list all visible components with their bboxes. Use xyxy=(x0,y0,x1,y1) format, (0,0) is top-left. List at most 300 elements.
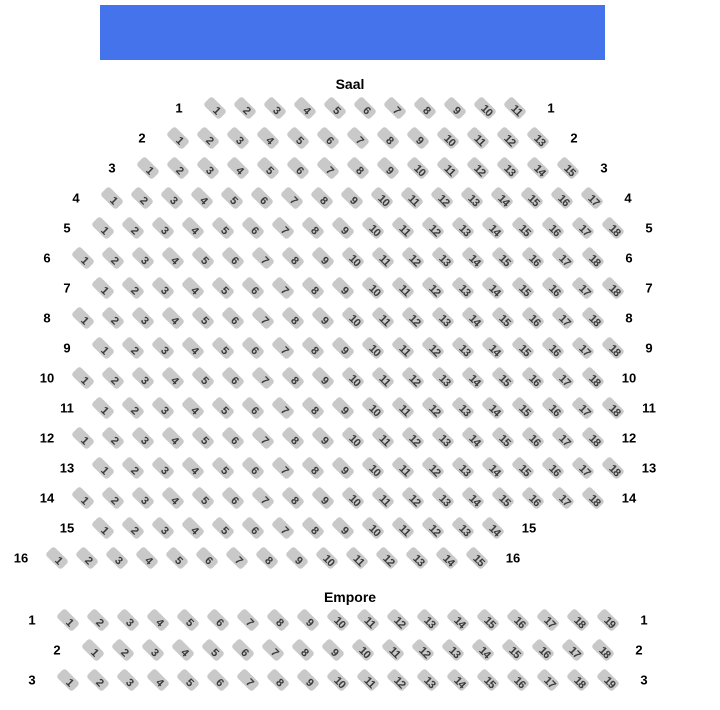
seat-saal-r5-s14[interactable] xyxy=(481,216,505,240)
seat-saal-r14-s9[interactable] xyxy=(311,486,335,510)
seat-saal-r10-s3[interactable] xyxy=(131,366,155,390)
seat-saal-r9-s11[interactable] xyxy=(391,336,415,360)
seat-saal-r8-s17[interactable] xyxy=(551,306,575,330)
seat-saal-r12-s8[interactable] xyxy=(281,426,305,450)
seat-saal-r2-s7[interactable] xyxy=(346,126,370,150)
seat-saal-r10-s11[interactable] xyxy=(371,366,395,390)
seat-saal-r13-s4[interactable] xyxy=(181,456,205,480)
seat-saal-r6-s11[interactable] xyxy=(371,246,395,270)
seat-saal-r13-s6[interactable] xyxy=(241,456,265,480)
seat-saal-r5-s10[interactable] xyxy=(361,216,385,240)
seat-saal-r12-s4[interactable] xyxy=(161,426,185,450)
seat-saal-r5-s9[interactable] xyxy=(331,216,355,240)
seat-saal-r7-s9[interactable] xyxy=(331,276,355,300)
seat-saal-r10-s1[interactable] xyxy=(71,366,95,390)
seat-saal-r11-s6[interactable] xyxy=(241,396,265,420)
seat-saal-r10-s15[interactable] xyxy=(491,366,515,390)
seat-empore-r2-s6[interactable] xyxy=(231,638,255,662)
seat-saal-r12-s2[interactable] xyxy=(101,426,125,450)
seat-saal-r5-s12[interactable] xyxy=(421,216,445,240)
seat-saal-r4-s15[interactable] xyxy=(520,186,544,210)
seat-saal-r12-s5[interactable] xyxy=(191,426,215,450)
seat-saal-r7-s7[interactable] xyxy=(271,276,295,300)
seat-saal-r15-s9[interactable] xyxy=(331,516,355,540)
seat-saal-r3-s3[interactable] xyxy=(196,156,220,180)
seat-saal-r5-s8[interactable] xyxy=(301,216,325,240)
seat-saal-r2-s11[interactable] xyxy=(466,126,490,150)
seat-saal-r4-s12[interactable] xyxy=(430,186,454,210)
seat-saal-r5-s13[interactable] xyxy=(451,216,475,240)
seat-saal-r3-s15[interactable] xyxy=(556,156,580,180)
seat-empore-r1-s10[interactable] xyxy=(326,608,350,632)
seat-saal-r2-s5[interactable] xyxy=(286,126,310,150)
seat-saal-r3-s14[interactable] xyxy=(526,156,550,180)
seat-saal-r14-s8[interactable] xyxy=(281,486,305,510)
seat-saal-r14-s15[interactable] xyxy=(491,486,515,510)
seat-saal-r2-s4[interactable] xyxy=(256,126,280,150)
seat-saal-r3-s2[interactable] xyxy=(166,156,190,180)
seat-saal-r3-s13[interactable] xyxy=(496,156,520,180)
seat-empore-r2-s7[interactable] xyxy=(261,638,285,662)
seat-empore-r1-s17[interactable] xyxy=(536,608,560,632)
seat-saal-r10-s2[interactable] xyxy=(101,366,125,390)
seat-saal-r5-s1[interactable] xyxy=(91,216,115,240)
seat-saal-r16-s8[interactable] xyxy=(255,546,279,570)
seat-saal-r16-s5[interactable] xyxy=(165,546,189,570)
seat-saal-r5-s3[interactable] xyxy=(151,216,175,240)
seat-saal-r16-s14[interactable] xyxy=(435,546,459,570)
seat-empore-r2-s8[interactable] xyxy=(291,638,315,662)
seat-empore-r1-s2[interactable] xyxy=(86,608,110,632)
seat-saal-r11-s4[interactable] xyxy=(181,396,205,420)
seat-saal-r16-s6[interactable] xyxy=(195,546,219,570)
seat-saal-r13-s3[interactable] xyxy=(151,456,175,480)
seat-saal-r12-s6[interactable] xyxy=(221,426,245,450)
seat-saal-r16-s4[interactable] xyxy=(135,546,159,570)
seat-saal-r9-s6[interactable] xyxy=(241,336,265,360)
seat-saal-r14-s10[interactable] xyxy=(341,486,365,510)
seat-empore-r3-s16[interactable] xyxy=(506,668,530,692)
seat-saal-r7-s2[interactable] xyxy=(121,276,145,300)
seat-empore-r1-s3[interactable] xyxy=(116,608,140,632)
seat-saal-r9-s7[interactable] xyxy=(271,336,295,360)
seat-saal-r13-s14[interactable] xyxy=(481,456,505,480)
seat-saal-r11-s15[interactable] xyxy=(511,396,535,420)
seat-saal-r6-s18[interactable] xyxy=(581,246,605,270)
seat-saal-r13-s9[interactable] xyxy=(331,456,355,480)
seat-saal-r5-s16[interactable] xyxy=(541,216,565,240)
seat-saal-r4-s13[interactable] xyxy=(460,186,484,210)
seat-empore-r3-s4[interactable] xyxy=(146,668,170,692)
seat-saal-r7-s5[interactable] xyxy=(211,276,235,300)
seat-saal-r9-s17[interactable] xyxy=(571,336,595,360)
seat-saal-r5-s2[interactable] xyxy=(121,216,145,240)
seat-saal-r8-s16[interactable] xyxy=(521,306,545,330)
seat-saal-r13-s16[interactable] xyxy=(541,456,565,480)
seat-empore-r2-s4[interactable] xyxy=(171,638,195,662)
seat-empore-r1-s18[interactable] xyxy=(566,608,590,632)
seat-saal-r16-s13[interactable] xyxy=(405,546,429,570)
seat-saal-r8-s3[interactable] xyxy=(131,306,155,330)
seat-saal-r2-s9[interactable] xyxy=(406,126,430,150)
seat-saal-r10-s9[interactable] xyxy=(311,366,335,390)
seat-saal-r8-s2[interactable] xyxy=(101,306,125,330)
seat-saal-r15-s12[interactable] xyxy=(421,516,445,540)
seat-saal-r13-s10[interactable] xyxy=(361,456,385,480)
seat-empore-r2-s1[interactable] xyxy=(81,638,105,662)
seat-saal-r16-s9[interactable] xyxy=(285,546,309,570)
seat-saal-r3-s9[interactable] xyxy=(376,156,400,180)
seat-saal-r8-s6[interactable] xyxy=(221,306,245,330)
seat-empore-r2-s16[interactable] xyxy=(531,638,555,662)
seat-empore-r3-s13[interactable] xyxy=(416,668,440,692)
seat-empore-r3-s17[interactable] xyxy=(536,668,560,692)
seat-saal-r14-s14[interactable] xyxy=(461,486,485,510)
seat-empore-r2-s15[interactable] xyxy=(501,638,525,662)
seat-saal-r4-s2[interactable] xyxy=(130,186,154,210)
seat-saal-r11-s3[interactable] xyxy=(151,396,175,420)
seat-saal-r1-s8[interactable] xyxy=(413,96,437,120)
seat-saal-r14-s11[interactable] xyxy=(371,486,395,510)
seat-saal-r7-s13[interactable] xyxy=(451,276,475,300)
seat-saal-r1-s4[interactable] xyxy=(293,96,317,120)
seat-saal-r10-s7[interactable] xyxy=(251,366,275,390)
seat-saal-r13-s17[interactable] xyxy=(571,456,595,480)
seat-saal-r15-s14[interactable] xyxy=(481,516,505,540)
seat-saal-r13-s8[interactable] xyxy=(301,456,325,480)
seat-saal-r11-s5[interactable] xyxy=(211,396,235,420)
seat-saal-r11-s12[interactable] xyxy=(421,396,445,420)
seat-saal-r9-s18[interactable] xyxy=(601,336,625,360)
seat-saal-r12-s10[interactable] xyxy=(341,426,365,450)
seat-saal-r14-s5[interactable] xyxy=(191,486,215,510)
seat-empore-r1-s19[interactable] xyxy=(596,608,620,632)
seat-saal-r8-s7[interactable] xyxy=(251,306,275,330)
seat-saal-r9-s8[interactable] xyxy=(301,336,325,360)
seat-saal-r12-s7[interactable] xyxy=(251,426,275,450)
seat-saal-r5-s5[interactable] xyxy=(211,216,235,240)
seat-saal-r12-s17[interactable] xyxy=(551,426,575,450)
seat-saal-r6-s8[interactable] xyxy=(281,246,305,270)
seat-saal-r11-s10[interactable] xyxy=(361,396,385,420)
seat-saal-r4-s14[interactable] xyxy=(490,186,514,210)
seat-saal-r14-s16[interactable] xyxy=(521,486,545,510)
seat-empore-r3-s2[interactable] xyxy=(86,668,110,692)
seat-saal-r3-s1[interactable] xyxy=(136,156,160,180)
seat-saal-r1-s7[interactable] xyxy=(383,96,407,120)
seat-empore-r2-s13[interactable] xyxy=(441,638,465,662)
seat-saal-r1-s3[interactable] xyxy=(263,96,287,120)
seat-empore-r1-s16[interactable] xyxy=(506,608,530,632)
seat-saal-r13-s5[interactable] xyxy=(211,456,235,480)
seat-empore-r3-s1[interactable] xyxy=(56,668,80,692)
seat-saal-r8-s4[interactable] xyxy=(161,306,185,330)
seat-saal-r5-s11[interactable] xyxy=(391,216,415,240)
seat-saal-r15-s13[interactable] xyxy=(451,516,475,540)
seat-saal-r8-s12[interactable] xyxy=(401,306,425,330)
seat-saal-r4-s8[interactable] xyxy=(310,186,334,210)
seat-empore-r2-s17[interactable] xyxy=(561,638,585,662)
seat-empore-r3-s6[interactable] xyxy=(206,668,230,692)
seat-saal-r10-s6[interactable] xyxy=(221,366,245,390)
seat-saal-r11-s7[interactable] xyxy=(271,396,295,420)
seat-saal-r5-s17[interactable] xyxy=(571,216,595,240)
seat-saal-r14-s6[interactable] xyxy=(221,486,245,510)
seat-saal-r6-s6[interactable] xyxy=(221,246,245,270)
seat-saal-r2-s6[interactable] xyxy=(316,126,340,150)
seat-empore-r2-s12[interactable] xyxy=(411,638,435,662)
seat-saal-r16-s15[interactable] xyxy=(465,546,489,570)
seat-empore-r3-s7[interactable] xyxy=(236,668,260,692)
seat-saal-r11-s11[interactable] xyxy=(391,396,415,420)
seat-saal-r7-s4[interactable] xyxy=(181,276,205,300)
seat-empore-r3-s15[interactable] xyxy=(476,668,500,692)
seat-saal-r4-s9[interactable] xyxy=(340,186,364,210)
seat-saal-r8-s11[interactable] xyxy=(371,306,395,330)
seat-saal-r7-s8[interactable] xyxy=(301,276,325,300)
seat-saal-r6-s1[interactable] xyxy=(71,246,95,270)
seat-saal-r9-s14[interactable] xyxy=(481,336,505,360)
seat-saal-r2-s12[interactable] xyxy=(496,126,520,150)
seat-saal-r10-s18[interactable] xyxy=(581,366,605,390)
seat-saal-r10-s5[interactable] xyxy=(191,366,215,390)
seat-saal-r8-s8[interactable] xyxy=(281,306,305,330)
seat-saal-r15-s7[interactable] xyxy=(271,516,295,540)
seat-saal-r4-s4[interactable] xyxy=(190,186,214,210)
seat-saal-r10-s4[interactable] xyxy=(161,366,185,390)
seat-empore-r2-s14[interactable] xyxy=(471,638,495,662)
seat-saal-r3-s4[interactable] xyxy=(226,156,250,180)
seat-saal-r4-s1[interactable] xyxy=(100,186,124,210)
seat-empore-r1-s6[interactable] xyxy=(206,608,230,632)
seat-empore-r1-s7[interactable] xyxy=(236,608,260,632)
seat-empore-r1-s8[interactable] xyxy=(266,608,290,632)
seat-saal-r7-s1[interactable] xyxy=(91,276,115,300)
seat-saal-r9-s3[interactable] xyxy=(151,336,175,360)
seat-saal-r7-s11[interactable] xyxy=(391,276,415,300)
seat-saal-r2-s2[interactable] xyxy=(196,126,220,150)
seat-saal-r9-s16[interactable] xyxy=(541,336,565,360)
seat-saal-r6-s9[interactable] xyxy=(311,246,335,270)
seat-saal-r8-s5[interactable] xyxy=(191,306,215,330)
seat-saal-r5-s7[interactable] xyxy=(271,216,295,240)
seat-saal-r3-s6[interactable] xyxy=(286,156,310,180)
seat-saal-r4-s17[interactable] xyxy=(580,186,604,210)
seat-saal-r14-s12[interactable] xyxy=(401,486,425,510)
seat-saal-r11-s2[interactable] xyxy=(121,396,145,420)
seat-saal-r15-s2[interactable] xyxy=(121,516,145,540)
seat-saal-r13-s15[interactable] xyxy=(511,456,535,480)
seat-saal-r2-s1[interactable] xyxy=(166,126,190,150)
seat-saal-r1-s9[interactable] xyxy=(443,96,467,120)
seat-saal-r15-s8[interactable] xyxy=(301,516,325,540)
seat-saal-r15-s6[interactable] xyxy=(241,516,265,540)
seat-empore-r3-s10[interactable] xyxy=(326,668,350,692)
seat-saal-r2-s8[interactable] xyxy=(376,126,400,150)
seat-saal-r11-s16[interactable] xyxy=(541,396,565,420)
seat-empore-r3-s12[interactable] xyxy=(386,668,410,692)
seat-saal-r12-s18[interactable] xyxy=(581,426,605,450)
seat-saal-r16-s2[interactable] xyxy=(75,546,99,570)
seat-saal-r7-s16[interactable] xyxy=(541,276,565,300)
seat-saal-r1-s1[interactable] xyxy=(203,96,227,120)
seat-saal-r8-s14[interactable] xyxy=(461,306,485,330)
seat-saal-r1-s11[interactable] xyxy=(503,96,527,120)
seat-saal-r11-s14[interactable] xyxy=(481,396,505,420)
seat-saal-r4-s10[interactable] xyxy=(370,186,394,210)
seat-saal-r6-s2[interactable] xyxy=(101,246,125,270)
seat-saal-r6-s4[interactable] xyxy=(161,246,185,270)
seat-saal-r8-s15[interactable] xyxy=(491,306,515,330)
seat-saal-r2-s3[interactable] xyxy=(226,126,250,150)
seat-saal-r4-s6[interactable] xyxy=(250,186,274,210)
seat-saal-r9-s1[interactable] xyxy=(91,336,115,360)
seat-saal-r3-s11[interactable] xyxy=(436,156,460,180)
seat-saal-r14-s13[interactable] xyxy=(431,486,455,510)
seat-saal-r14-s17[interactable] xyxy=(551,486,575,510)
seat-saal-r6-s12[interactable] xyxy=(401,246,425,270)
seat-saal-r2-s10[interactable] xyxy=(436,126,460,150)
seat-empore-r1-s1[interactable] xyxy=(56,608,80,632)
seat-saal-r7-s3[interactable] xyxy=(151,276,175,300)
seat-saal-r10-s8[interactable] xyxy=(281,366,305,390)
seat-saal-r4-s11[interactable] xyxy=(400,186,424,210)
seat-saal-r13-s13[interactable] xyxy=(451,456,475,480)
seat-saal-r12-s15[interactable] xyxy=(491,426,515,450)
seat-saal-r13-s7[interactable] xyxy=(271,456,295,480)
seat-saal-r5-s4[interactable] xyxy=(181,216,205,240)
seat-saal-r1-s10[interactable] xyxy=(473,96,497,120)
seat-empore-r2-s2[interactable] xyxy=(111,638,135,662)
seat-empore-r1-s12[interactable] xyxy=(386,608,410,632)
seat-saal-r6-s17[interactable] xyxy=(551,246,575,270)
seat-saal-r10-s16[interactable] xyxy=(521,366,545,390)
seat-saal-r12-s1[interactable] xyxy=(71,426,95,450)
seat-empore-r3-s18[interactable] xyxy=(566,668,590,692)
seat-empore-r1-s5[interactable] xyxy=(176,608,200,632)
seat-empore-r3-s8[interactable] xyxy=(266,668,290,692)
seat-saal-r14-s3[interactable] xyxy=(131,486,155,510)
seat-saal-r1-s6[interactable] xyxy=(353,96,377,120)
seat-saal-r7-s18[interactable] xyxy=(601,276,625,300)
seat-saal-r6-s13[interactable] xyxy=(431,246,455,270)
seat-saal-r13-s1[interactable] xyxy=(91,456,115,480)
seat-empore-r2-s10[interactable] xyxy=(351,638,375,662)
seat-empore-r2-s3[interactable] xyxy=(141,638,165,662)
seat-saal-r14-s1[interactable] xyxy=(71,486,95,510)
seat-saal-r12-s11[interactable] xyxy=(371,426,395,450)
seat-saal-r7-s15[interactable] xyxy=(511,276,535,300)
seat-saal-r1-s5[interactable] xyxy=(323,96,347,120)
seat-empore-r1-s4[interactable] xyxy=(146,608,170,632)
seat-saal-r14-s2[interactable] xyxy=(101,486,125,510)
seat-saal-r16-s12[interactable] xyxy=(375,546,399,570)
seat-saal-r6-s16[interactable] xyxy=(521,246,545,270)
seat-saal-r16-s7[interactable] xyxy=(225,546,249,570)
seat-empore-r3-s9[interactable] xyxy=(296,668,320,692)
seat-saal-r15-s3[interactable] xyxy=(151,516,175,540)
seat-saal-r11-s13[interactable] xyxy=(451,396,475,420)
seat-saal-r9-s12[interactable] xyxy=(421,336,445,360)
seat-empore-r3-s11[interactable] xyxy=(356,668,380,692)
seat-empore-r3-s5[interactable] xyxy=(176,668,200,692)
seat-saal-r16-s3[interactable] xyxy=(105,546,129,570)
seat-saal-r5-s15[interactable] xyxy=(511,216,535,240)
seat-empore-r1-s11[interactable] xyxy=(356,608,380,632)
seat-saal-r13-s12[interactable] xyxy=(421,456,445,480)
seat-saal-r4-s7[interactable] xyxy=(280,186,304,210)
seat-saal-r12-s13[interactable] xyxy=(431,426,455,450)
seat-saal-r8-s13[interactable] xyxy=(431,306,455,330)
seat-saal-r9-s5[interactable] xyxy=(211,336,235,360)
seat-saal-r4-s5[interactable] xyxy=(220,186,244,210)
seat-saal-r16-s11[interactable] xyxy=(345,546,369,570)
seat-saal-r6-s7[interactable] xyxy=(251,246,275,270)
seat-saal-r7-s10[interactable] xyxy=(361,276,385,300)
seat-empore-r1-s14[interactable] xyxy=(446,608,470,632)
seat-empore-r2-s9[interactable] xyxy=(321,638,345,662)
seat-empore-r3-s3[interactable] xyxy=(116,668,140,692)
seat-empore-r1-s15[interactable] xyxy=(476,608,500,632)
seat-saal-r9-s2[interactable] xyxy=(121,336,145,360)
seat-saal-r8-s1[interactable] xyxy=(71,306,95,330)
seat-saal-r6-s5[interactable] xyxy=(191,246,215,270)
seat-saal-r4-s3[interactable] xyxy=(160,186,184,210)
seat-saal-r13-s11[interactable] xyxy=(391,456,415,480)
seat-saal-r12-s16[interactable] xyxy=(521,426,545,450)
seat-saal-r13-s18[interactable] xyxy=(601,456,625,480)
seat-saal-r3-s12[interactable] xyxy=(466,156,490,180)
seat-saal-r8-s10[interactable] xyxy=(341,306,365,330)
seat-saal-r11-s8[interactable] xyxy=(301,396,325,420)
seat-saal-r13-s2[interactable] xyxy=(121,456,145,480)
seat-saal-r10-s12[interactable] xyxy=(401,366,425,390)
seat-empore-r2-s5[interactable] xyxy=(201,638,225,662)
seat-saal-r15-s4[interactable] xyxy=(181,516,205,540)
seat-saal-r14-s4[interactable] xyxy=(161,486,185,510)
seat-saal-r3-s5[interactable] xyxy=(256,156,280,180)
seat-saal-r15-s5[interactable] xyxy=(211,516,235,540)
seat-empore-r2-s18[interactable] xyxy=(591,638,615,662)
seat-saal-r7-s6[interactable] xyxy=(241,276,265,300)
seat-saal-r3-s8[interactable] xyxy=(346,156,370,180)
seat-saal-r8-s9[interactable] xyxy=(311,306,335,330)
seat-saal-r11-s1[interactable] xyxy=(91,396,115,420)
seat-empore-r3-s19[interactable] xyxy=(596,668,620,692)
seat-saal-r15-s11[interactable] xyxy=(391,516,415,540)
seat-saal-r6-s10[interactable] xyxy=(341,246,365,270)
seat-saal-r10-s13[interactable] xyxy=(431,366,455,390)
seat-saal-r16-s10[interactable] xyxy=(315,546,339,570)
seat-saal-r7-s14[interactable] xyxy=(481,276,505,300)
seat-saal-r10-s14[interactable] xyxy=(461,366,485,390)
seat-saal-r11-s17[interactable] xyxy=(571,396,595,420)
seat-saal-r9-s10[interactable] xyxy=(361,336,385,360)
seat-saal-r12-s12[interactable] xyxy=(401,426,425,450)
seat-saal-r7-s12[interactable] xyxy=(421,276,445,300)
seat-saal-r6-s15[interactable] xyxy=(491,246,515,270)
seat-empore-r2-s11[interactable] xyxy=(381,638,405,662)
seat-saal-r7-s17[interactable] xyxy=(571,276,595,300)
seat-saal-r9-s13[interactable] xyxy=(451,336,475,360)
seat-saal-r14-s7[interactable] xyxy=(251,486,275,510)
seat-saal-r15-s10[interactable] xyxy=(361,516,385,540)
seat-empore-r3-s14[interactable] xyxy=(446,668,470,692)
seat-saal-r9-s4[interactable] xyxy=(181,336,205,360)
seat-saal-r8-s18[interactable] xyxy=(581,306,605,330)
seat-saal-r5-s6[interactable] xyxy=(241,216,265,240)
seat-saal-r11-s9[interactable] xyxy=(331,396,355,420)
